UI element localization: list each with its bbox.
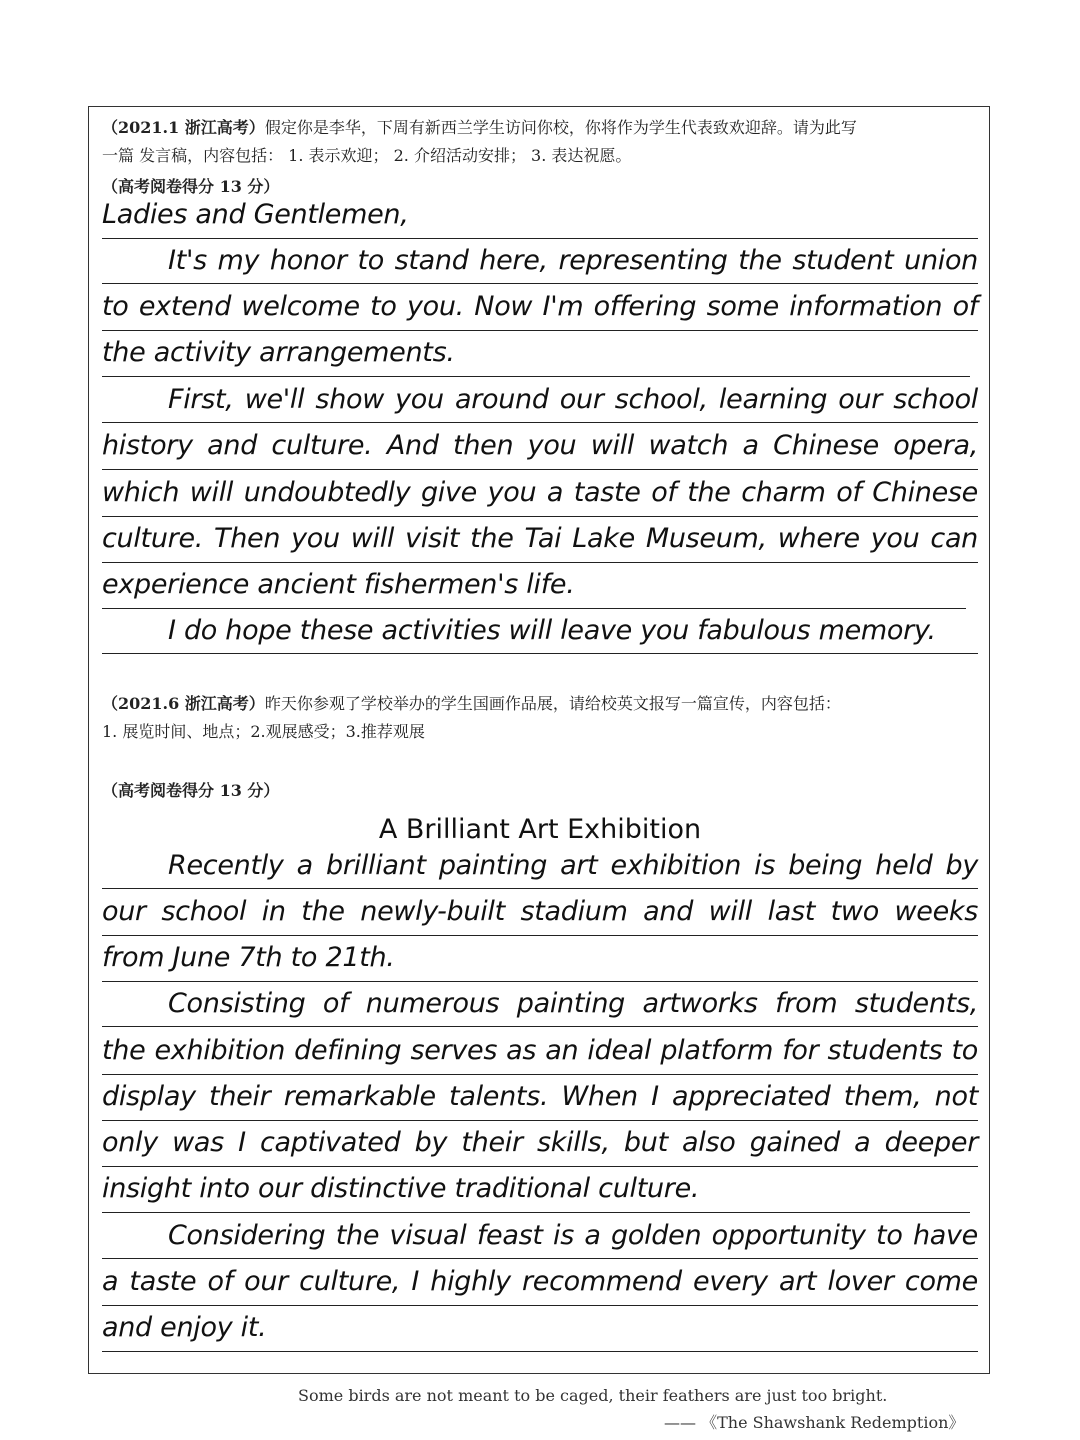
task1-prompt-line2: 一篇 发言稿，内容包括： 1. 表示欢迎； 2. 介绍活动安排； 3. 表达祝愿。 xyxy=(102,146,632,165)
essay2-line: our school in the newly-built stadium and will last two weeks xyxy=(102,889,978,936)
task1-prompt-line1: 假定你是李华，下周有新西兰学生访问你校，你将作为学生代表致欢迎辞。请为此写 xyxy=(264,118,857,137)
essay2-line: a taste of our culture, I highly recommend every art lover come xyxy=(102,1259,978,1306)
essay1-line: which will undoubtedly give you a taste of the charm of Chinese xyxy=(102,470,978,517)
task2-prompt-line1: 昨天你参观了学校举办的学生国画作品展，请给校英文报写一篇宣传，内容包括： xyxy=(264,694,841,713)
essay2-line: Recently a brilliant painting art exhibition is being held by xyxy=(102,843,978,889)
essay2-line: display their remarkable talents. When I appreciated them, not xyxy=(102,1074,978,1121)
essay1-line: It's my honor to stand here, representing the student union xyxy=(102,238,978,284)
task2-prompt-line2: 1. 展览时间、地点；2.观展感受；3.推荐观展 xyxy=(102,722,425,741)
essay1-line: culture. Then you will visit the Tai Lake Museum, where you can xyxy=(102,516,978,563)
essay1-line: Ladies and Gentlemen, xyxy=(102,192,978,239)
essay2-line: the exhibition defining serves as an ideal platform for students to xyxy=(102,1028,978,1075)
essay1-line: to extend welcome to you. Now I'm offering some information of xyxy=(102,284,978,331)
essay2-line: from June 7th to 21th. xyxy=(102,935,978,982)
essay1-line: history and culture. And then you will watch a Chinese opera, xyxy=(102,423,978,470)
essay1-line: I do hope these activities will leave you fabulous memory. xyxy=(102,608,978,654)
essay2-line: Considering the visual feast is a golden opportunity to have xyxy=(102,1213,978,1259)
essay2-line: only was I captivated by their skills, but also gained a deeper xyxy=(102,1120,978,1167)
essay2-line: and enjoy it. xyxy=(102,1305,978,1352)
task2-score: （高考阅卷得分 13 分） xyxy=(102,781,280,800)
essay2-title: A Brilliant Art Exhibition xyxy=(378,814,702,845)
task2-prompt xyxy=(102,690,982,746)
footer-quote-source: —— 《The Shawshank Redemption》 xyxy=(664,1413,965,1432)
essay1-line: experience ancient fishermen's life. xyxy=(102,562,966,609)
essay1-line: First, we'll show you around our school, learning our school xyxy=(102,377,978,423)
task2-tag: （2021.6 浙江高考） xyxy=(102,694,265,713)
footer-quote: Some birds are not meant to be caged, their feathers are just too bright. xyxy=(298,1386,888,1405)
task1-tag: （2021.1 浙江高考） xyxy=(102,118,265,137)
task1-prompt xyxy=(102,114,982,170)
essay2-line: insight into our distinctive traditional culture. xyxy=(102,1166,970,1213)
task1-score: （高考阅卷得分 13 分） xyxy=(102,177,280,196)
essay2-line: Consisting of numerous painting artworks from students, xyxy=(102,981,978,1027)
essay1-line: the activity arrangements. xyxy=(102,330,970,377)
